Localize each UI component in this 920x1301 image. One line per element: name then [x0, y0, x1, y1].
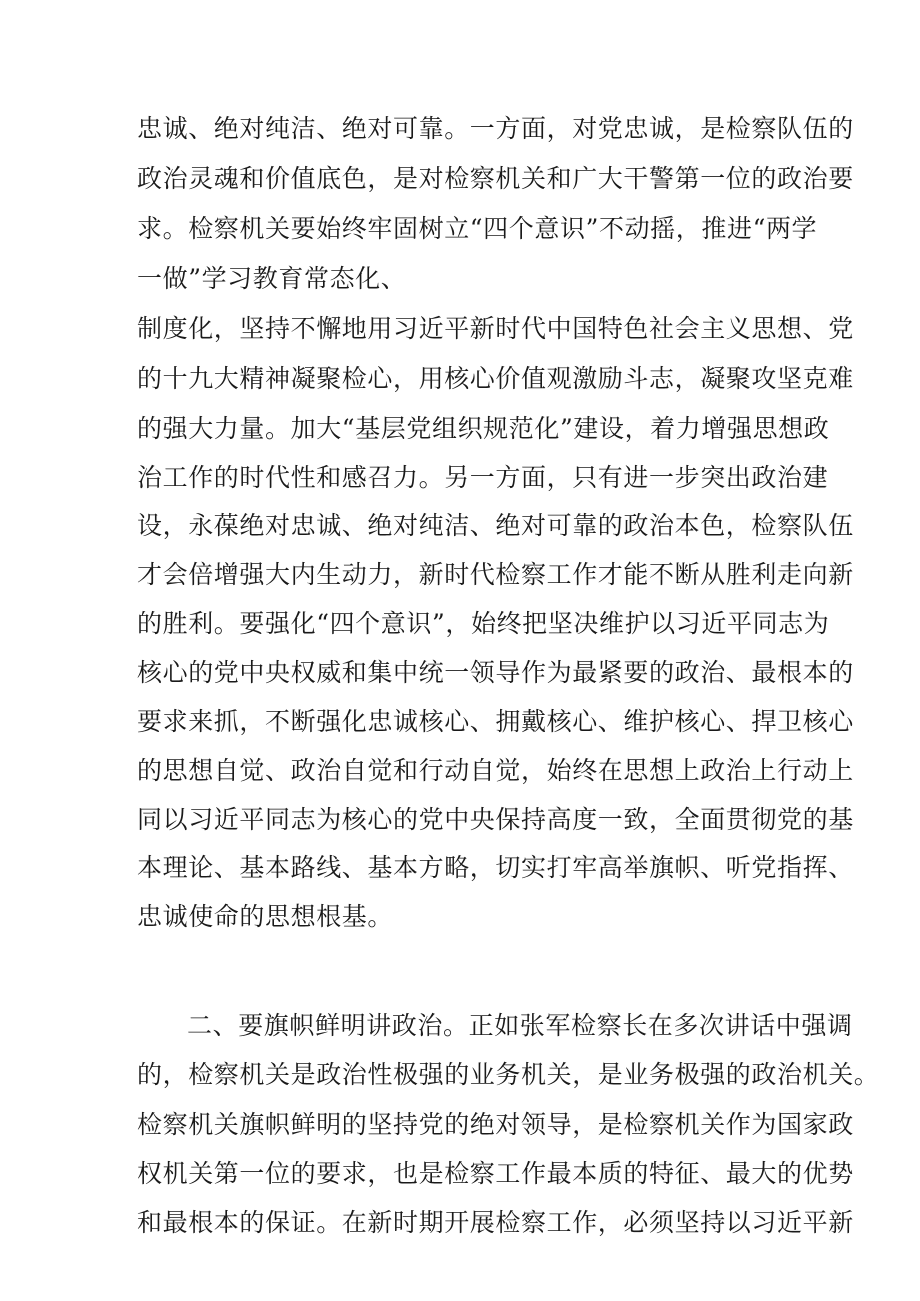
- text-line: 治工作的时代性和感召力。另一方面，只有进一步突出政治建: [137, 463, 829, 492]
- text-line: 要求来抓，不断强化忠诚核心、拥戴核心、维护核心、捍卫核心: [137, 707, 854, 736]
- text-line: 才会倍增强大内生动力，新时代检察工作才能不断从胜利走向新: [137, 560, 854, 589]
- text-line: 的，检察机关是政治性极强的业务机关，是业务极强的政治机关。: [137, 1060, 880, 1089]
- text-line: 的胜利。要强化“四个意识”，始终把坚决维护以习近平同志为: [137, 609, 830, 638]
- text-line: 检察机关旗帜鲜明的坚持党的绝对领导，是检察机关作为国家政: [137, 1110, 854, 1139]
- text-line: 核心的党中央权威和集中统一领导作为最紧要的政治、最根本的: [137, 658, 854, 687]
- text-line: 本理论、基本路线、基本方略，切实打牢高举旗帜、听党指挥、: [137, 853, 854, 882]
- text-line: 忠诚使命的思想根基。: [137, 902, 394, 931]
- text-line: 同以习近平同志为核心的党中央保持高度一致，全面贯彻党的基: [137, 805, 854, 834]
- text-line: 一做”学习教育常态化、: [137, 264, 407, 293]
- text-line: 政治灵魂和价值底色，是对检察机关和广大干警第一位的政治要: [137, 164, 854, 193]
- text-line: 的思想自觉、政治自觉和行动自觉，始终在思想上政治上行动上: [137, 756, 854, 785]
- text-line: 和最根本的保证。在新时期开展检察工作，必须坚持以习近平新: [137, 1208, 854, 1237]
- text-line: 忠诚、绝对纯洁、绝对可靠。一方面，对党忠诚，是检察队伍的: [137, 114, 854, 143]
- text-line: 的强大力量。加大“基层党组织规范化”建设，着力增强思想政: [137, 414, 830, 443]
- text-line: 设，永葆绝对忠诚、绝对纯洁、绝对可靠的政治本色，检察队伍: [137, 511, 854, 540]
- text-line: 权机关第一位的要求，也是检察工作最本质的特征、最大的优势: [137, 1159, 854, 1188]
- text-line: 的十九大精神凝聚检心，用核心价值观激励斗志，凝聚攻坚克难: [137, 364, 854, 393]
- text-line: 求。检察机关要始终牢固树立“四个意识”不动摇，推进“两学: [137, 214, 818, 243]
- text-line: 制度化，坚持不懈地用习近平新时代中国特色社会主义思想、党: [137, 314, 854, 343]
- text-line: 二、要旗帜鲜明讲政治。正如张军检察长在多次讲话中强调: [187, 1011, 853, 1040]
